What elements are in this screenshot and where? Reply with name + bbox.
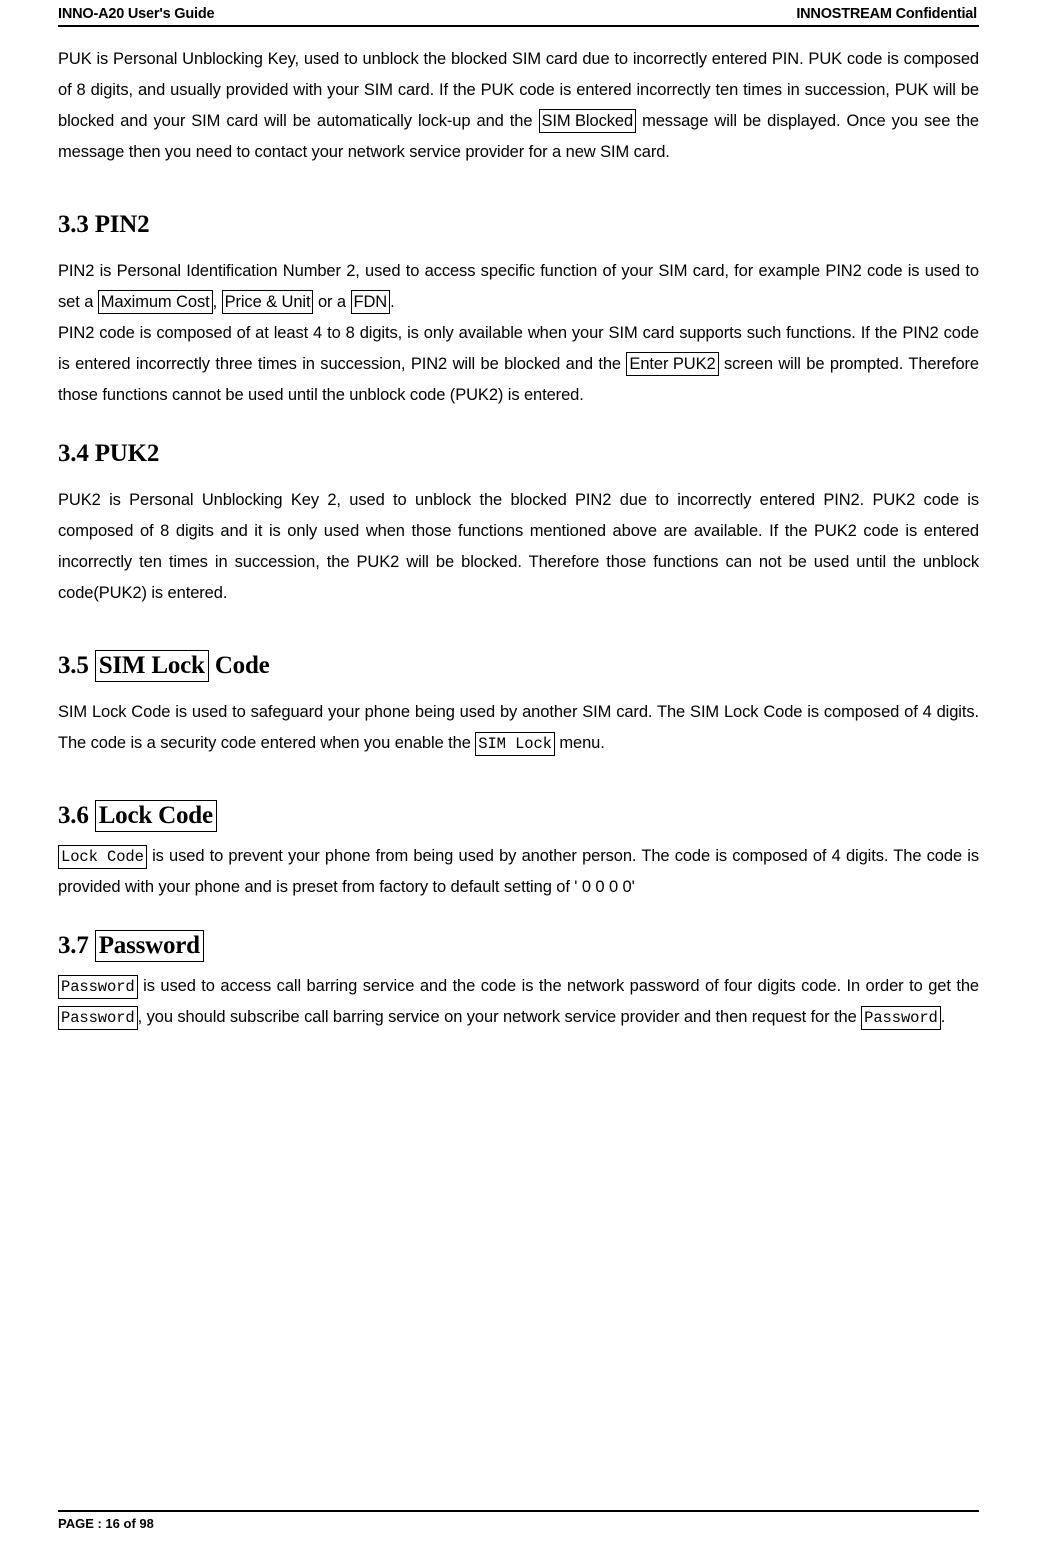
page-content bbox=[58, 27, 979, 1033]
boxed-term-enter-puk2: Enter PUK2 bbox=[626, 352, 718, 376]
paragraph-pin2-intro: PIN2 is Personal Identification Number 2, used to access specific function of your SIM card, for example PIN2 code is used to set a Maximum Cost , Price & Unit or a FDN . bbox=[58, 256, 979, 318]
boxed-heading-lock-code: Lock Code bbox=[95, 800, 217, 832]
paragraph-password: Password is used to access call barring service and the code is the network password of four digits code. In order to get the Password , you should subscribe call barring service on your network service provider and then request for the Password . bbox=[58, 971, 979, 1033]
page-header bbox=[58, 0, 979, 27]
header-title-right: INNOSTREAM Confidential bbox=[796, 6, 977, 22]
boxed-term-sim-blocked: SIM Blocked bbox=[539, 109, 637, 133]
paragraph-sim-lock-code: SIM Lock Code is used to safeguard your phone being used by another SIM card. The SIM Lock Code is composed of 4 digits. The code is a security code entered when you enable the SIM Lock menu. bbox=[58, 697, 979, 759]
term-pin2: PIN2 bbox=[575, 491, 612, 509]
boxed-term-maximum-cost: Maximum Cost bbox=[98, 290, 213, 314]
boxed-term-password: Password bbox=[58, 975, 138, 999]
term-puk2: PUK2 bbox=[872, 491, 916, 509]
term-pin2: PIN2 bbox=[410, 355, 448, 373]
term-puk: PUK bbox=[808, 50, 843, 68]
term-puk2: PUK2 bbox=[814, 522, 857, 540]
page-footer bbox=[58, 1510, 979, 1531]
term-pin2: PIN2 bbox=[825, 262, 862, 280]
boxed-heading-password: Password bbox=[95, 930, 204, 962]
paragraph-puk: PUK is Personal Unblocking Key, used to unblock the blocked SIM card due to incorrectly entered PIN. PUK code is composed of 8 digits, and usually provided with your SIM card. If the PUK code is entered incorrectly ten times in succession, PUK will be blocked and your SIM card will be automatically lock-up and the SIM Blocked message will be displayed. Once you see the message then you need to contact your network service provider for a new SIM card. bbox=[58, 50, 979, 161]
boxed-heading-sim-lock: SIM Lock bbox=[95, 650, 209, 682]
heading-3-6-lock-code: 3.6 Lock Code bbox=[58, 799, 979, 833]
paragraph-lock-code: Lock Code is used to prevent your phone from being used by another person. The code is composed of 4 digits. The code is provided with your phone and is preset from factory to default setting of ' 0 0 0 0' bbox=[58, 847, 979, 896]
header-title-left: INNO-A20 User's Guide bbox=[58, 6, 215, 22]
term-pin2: PIN2 bbox=[58, 262, 95, 280]
heading-3-4-puk2: 3.4 PUK2 bbox=[58, 440, 160, 467]
heading-3-7-password: 3.7 Password bbox=[58, 929, 979, 963]
boxed-term-sim-lock: SIM Lock bbox=[475, 732, 555, 756]
boxed-term-price-and-unit: Price & Unit bbox=[222, 290, 314, 314]
term-puk2: PUK2 bbox=[58, 491, 101, 509]
term-puk: PUK bbox=[480, 81, 515, 99]
term-pin: PIN bbox=[771, 50, 800, 68]
term-pin2: PIN2 bbox=[902, 324, 939, 342]
paragraph-puk2: PUK2 is Personal Unblocking Key 2, used to unblock the blocked PIN2 due to incorrectly entered PIN2. PUK2 code is composed of 8 digits and it is only used when those functions mentioned above are available. If the PUK2 code is entered incorrectly ten times in succession, the PUK2 will be blocked. Therefore those functions can not be used until the unblock code(PUK2) is entered. bbox=[58, 491, 980, 602]
term-pin2: PIN2 bbox=[58, 324, 95, 342]
term-puk: PUK bbox=[58, 50, 92, 68]
paragraph-pin2-details: PIN2 code is composed of at least 4 to 8 digits, is only available when your SIM card supports such functions. If the PIN2 code is entered incorrectly three times in succession, PIN2 will be blocked and the Enter PUK2 screen will be prompted. Therefore those functions cannot be used until the unblock code (PUK2) is entered. bbox=[58, 324, 979, 404]
term-puk: PUK bbox=[894, 81, 929, 99]
boxed-term-password: Password bbox=[58, 1006, 138, 1030]
term-puk2: PUK2 bbox=[356, 553, 400, 571]
heading-3-5-sim-lock-code: 3.5 SIM Lock Code bbox=[58, 649, 979, 683]
term-pin2: PIN2 bbox=[823, 491, 860, 509]
boxed-term-password: Password bbox=[861, 1006, 941, 1030]
boxed-term-fdn: FDN bbox=[351, 290, 391, 314]
heading-3-3-pin2: 3.3 PIN2 bbox=[58, 211, 150, 238]
boxed-term-lock-code: Lock Code bbox=[58, 845, 147, 869]
page-number: PAGE : 16 of 98 bbox=[58, 1516, 154, 1531]
